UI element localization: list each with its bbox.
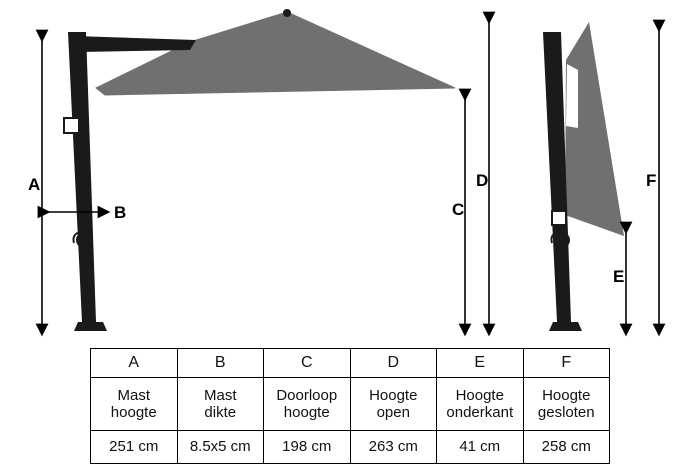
table-cell-label-c <box>264 378 351 431</box>
table-cell-value-e: 41 cm <box>437 431 524 464</box>
table-cell-letter-c: C <box>264 349 351 378</box>
table-row-labels <box>91 378 610 431</box>
table-row-values <box>91 431 610 464</box>
table-cell-value-f: 258 cm <box>523 431 610 464</box>
table-cell-letter-a: A <box>91 349 178 378</box>
dimension-letter-c: C <box>452 200 465 219</box>
label-line-2: onderkant <box>446 404 514 421</box>
mast-pole <box>68 32 96 322</box>
table-cell-value-c: 198 cm <box>264 431 351 464</box>
label-line-1: Hoogte <box>369 386 418 404</box>
dimension-letter-e: E <box>613 267 625 286</box>
table-cell-letter-e: E <box>437 349 524 378</box>
label-line-1: Doorloop <box>276 386 338 404</box>
table-cell-label-e <box>437 378 524 431</box>
dimension-letter-d: D <box>476 171 489 190</box>
label-line-1: Mast <box>203 386 237 404</box>
label-line-2: gesloten <box>537 404 595 421</box>
dimension-letter-b: B <box>114 203 127 222</box>
canopy-closed-shape <box>565 22 624 236</box>
specification-table <box>90 348 610 464</box>
label-line-2: dikte <box>204 404 237 421</box>
table-cell-label-f <box>523 378 610 431</box>
label-line-2: open <box>376 404 410 421</box>
mast-base-closed <box>549 322 582 331</box>
label-line-2: hoogte <box>283 404 330 421</box>
canopy-finial-icon <box>283 9 291 17</box>
table-cell-value-b: 8.5x5 cm <box>177 431 264 464</box>
support-arm <box>74 36 196 52</box>
table-cell-label-d <box>350 378 437 431</box>
dimension-letter-a: A <box>28 175 41 194</box>
table-cell-letter-b: B <box>177 349 264 378</box>
table-cell-letter-f: F <box>523 349 610 378</box>
table-cell-letter-d: D <box>350 349 437 378</box>
table-cell-label-b <box>177 378 264 431</box>
table-cell-value-d: 263 cm <box>350 431 437 464</box>
right-view-closed-parasol <box>543 22 659 331</box>
table-row-letters <box>91 349 610 378</box>
specification-table-wrapper <box>90 348 610 464</box>
label-line-1: Hoogte <box>542 386 591 404</box>
table-cell-value-a: 251 cm <box>91 431 178 464</box>
canopy-open-shape <box>96 12 455 95</box>
label-line-2: hoogte <box>110 404 157 421</box>
mast-bracket-closed-icon <box>552 211 566 225</box>
dimension-letter-f: F <box>646 171 657 190</box>
canopy-notch <box>566 64 578 128</box>
table-cell-label-a <box>91 378 178 431</box>
left-view-open-parasol <box>28 9 489 331</box>
mast-base <box>74 322 107 331</box>
label-line-1: Hoogte <box>455 386 504 404</box>
mast-bracket-icon <box>64 118 79 133</box>
label-line-1: Mast <box>117 386 150 404</box>
